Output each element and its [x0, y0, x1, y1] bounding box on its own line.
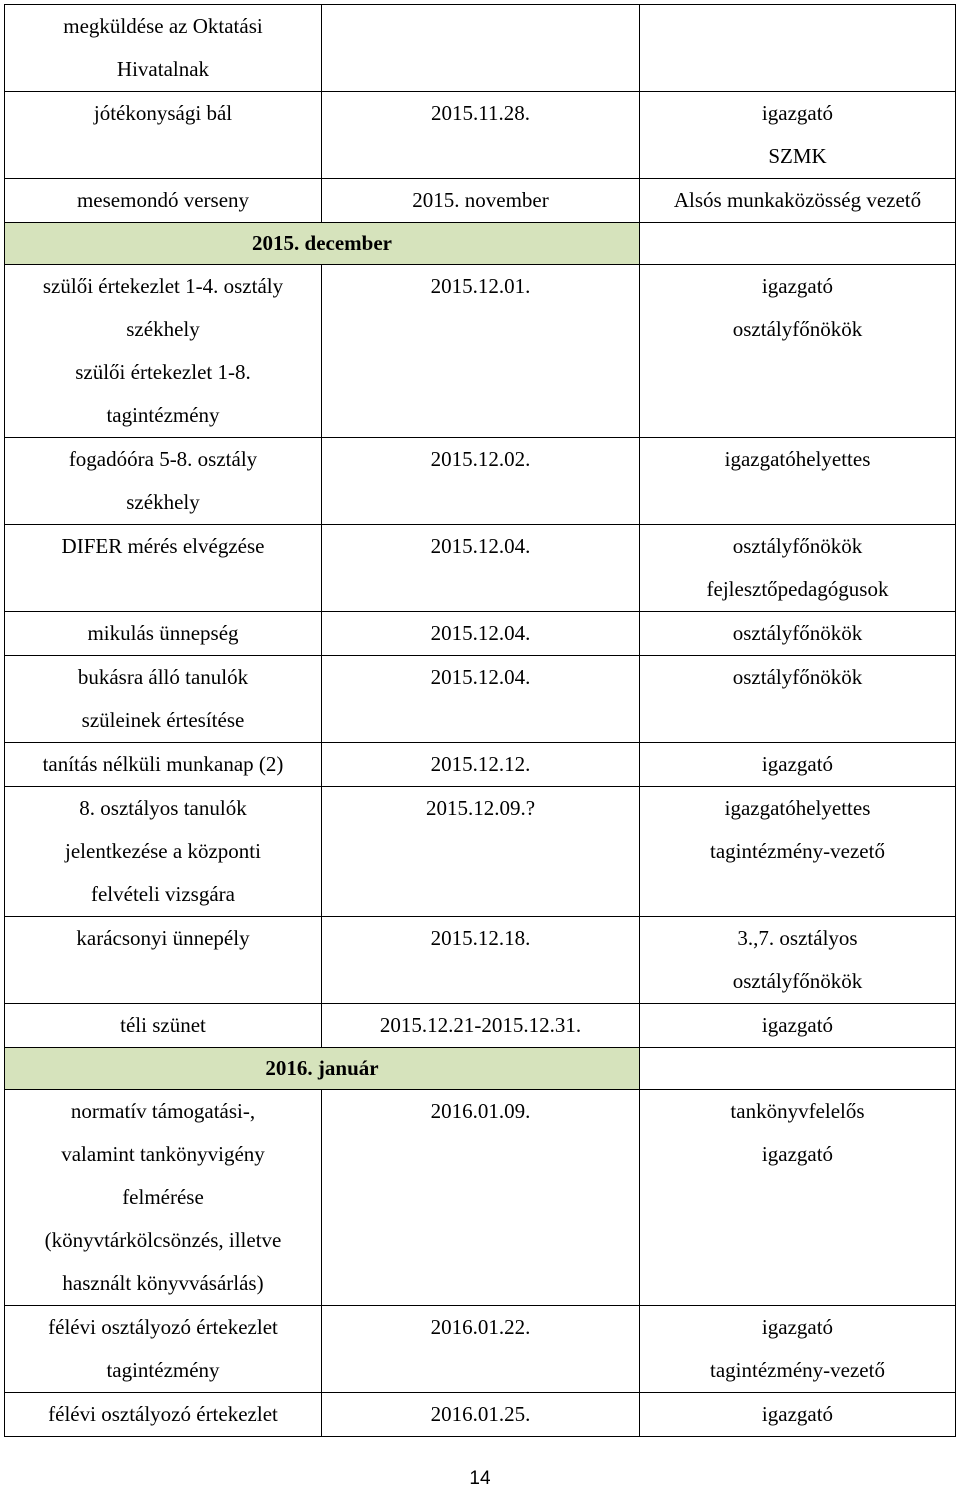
month-heading: 2015. december — [5, 223, 640, 265]
responsible-cell — [640, 438, 956, 525]
event-cell-line: tagintézmény — [106, 1358, 220, 1382]
event-cell-line: tanítás nélküli munkanap (2) — [42, 752, 284, 776]
event-cell-line: tagintézmény — [106, 403, 220, 427]
date-cell-line: 2016.01.22. — [430, 1315, 531, 1339]
event-cell-line: (könyvtárkölcsönzés, illetve — [44, 1228, 282, 1252]
date-cell — [322, 265, 640, 438]
date-cell — [322, 1004, 640, 1048]
date-cell — [322, 917, 640, 1004]
responsible-cell — [640, 743, 956, 787]
responsible-cell-line: osztályfőnökök — [732, 621, 863, 645]
event-cell — [5, 1393, 322, 1437]
event-cell-line: használt könyvvásárlás) — [62, 1271, 264, 1295]
event-cell-line: félévi osztályozó értekezlet — [48, 1402, 278, 1426]
responsible-cell — [640, 656, 956, 743]
event-cell — [5, 1306, 322, 1393]
table-row — [5, 5, 956, 92]
date-cell-line: 2016.01.25. — [430, 1402, 531, 1426]
event-cell — [5, 1004, 322, 1048]
empty-cell — [640, 1048, 956, 1090]
event-cell-line: Hivatalnak — [116, 57, 210, 81]
responsible-cell — [640, 525, 956, 612]
date-cell — [322, 525, 640, 612]
event-cell-line: felmérése — [122, 1185, 204, 1209]
month-section-row — [5, 223, 956, 265]
event-cell-line: szüleinek értesítése — [81, 708, 245, 732]
table-row — [5, 1090, 956, 1306]
event-cell — [5, 265, 322, 438]
date-cell — [322, 743, 640, 787]
responsible-cell-line: osztályfőnökök — [732, 534, 863, 558]
responsible-cell-line: osztályfőnökök — [732, 665, 863, 689]
responsible-cell — [640, 612, 956, 656]
date-cell-line: 2015.12.01. — [430, 274, 531, 298]
responsible-cell-line: igazgató — [761, 1402, 834, 1426]
date-cell-line: 2015.12.04. — [430, 665, 531, 689]
event-cell — [5, 179, 322, 223]
date-cell — [322, 612, 640, 656]
event-cell — [5, 438, 322, 525]
responsible-cell-line: fejlesztőpedagógusok — [706, 577, 889, 601]
event-cell-line: jótékonysági bál — [93, 101, 233, 125]
date-cell-line: 2015.12.04. — [430, 534, 531, 558]
responsible-cell-line: SZMK — [768, 144, 827, 168]
event-cell-line: 8. osztályos tanulók — [79, 796, 247, 820]
date-cell — [322, 438, 640, 525]
event-cell — [5, 787, 322, 917]
responsible-cell-line: Alsós munkaközösség vezető — [673, 188, 922, 212]
date-cell-line: 2015.12.12. — [430, 752, 531, 776]
event-cell — [5, 743, 322, 787]
table-row — [5, 1004, 956, 1048]
event-cell-line: mesemondó verseny — [76, 188, 250, 212]
date-cell — [322, 179, 640, 223]
date-cell — [322, 1393, 640, 1437]
schedule-table-body — [5, 5, 956, 1437]
table-row — [5, 1393, 956, 1437]
date-cell-line: 2015.12.02. — [430, 447, 531, 471]
date-cell — [322, 787, 640, 917]
responsible-cell-line: igazgató — [761, 274, 834, 298]
event-cell-line: megküldése az Oktatási — [63, 14, 263, 38]
event-cell — [5, 1090, 322, 1306]
table-row — [5, 92, 956, 179]
responsible-cell-line: igazgató — [761, 1013, 834, 1037]
date-cell-line: 2016.01.09. — [430, 1099, 531, 1123]
date-cell-line: 2015. november — [412, 188, 549, 212]
date-cell — [322, 1090, 640, 1306]
responsible-cell-line: osztályfőnökök — [732, 317, 863, 341]
event-cell-line: székhely — [126, 490, 200, 514]
date-cell-line: 2015.12.04. — [430, 621, 531, 645]
responsible-cell — [640, 1393, 956, 1437]
responsible-cell-line: igazgató — [761, 1142, 834, 1166]
table-row — [5, 1306, 956, 1393]
month-heading: 2016. január — [5, 1048, 640, 1090]
event-cell-line: szülői értekezlet 1-4. osztály — [42, 274, 284, 298]
responsible-cell — [640, 92, 956, 179]
event-cell — [5, 917, 322, 1004]
responsible-cell — [640, 917, 956, 1004]
date-cell-line: 2015.12.18. — [430, 926, 531, 950]
responsible-cell-line: tagintézmény-vezető — [710, 1358, 885, 1382]
responsible-cell-line: 3.,7. osztályos — [737, 926, 858, 950]
event-cell-line: DIFER mérés elvégzése — [61, 534, 265, 558]
table-row — [5, 787, 956, 917]
event-cell — [5, 5, 322, 92]
table-row — [5, 743, 956, 787]
date-cell — [322, 1306, 640, 1393]
responsible-cell — [640, 179, 956, 223]
event-cell-line: bukásra álló tanulók — [77, 665, 249, 689]
date-cell-line: 2015.11.28. — [431, 101, 530, 125]
event-cell-line: téli szünet — [120, 1013, 206, 1037]
responsible-cell — [640, 1090, 956, 1306]
event-cell-line: felvételi vizsgára — [90, 882, 235, 906]
event-cell-line: normatív támogatási-, — [70, 1099, 256, 1123]
event-cell-line: félévi osztályozó értekezlet — [48, 1315, 278, 1339]
responsible-cell — [640, 5, 956, 92]
event-cell — [5, 656, 322, 743]
empty-cell — [640, 223, 956, 265]
event-cell-line: mikulás ünnepség — [87, 621, 239, 645]
responsible-cell — [640, 265, 956, 438]
responsible-cell-line: tankönyvfelelős — [730, 1099, 865, 1123]
page-number: 14 — [469, 1468, 491, 1489]
responsible-cell-line: osztályfőnökök — [732, 969, 863, 993]
date-cell-line: 2015.12.21-2015.12.31. — [379, 1013, 582, 1037]
event-cell-line: fogadóóra 5-8. osztály — [68, 447, 258, 471]
event-cell-line: jelentkezése a központi — [65, 839, 261, 863]
event-cell-line: szülői értekezlet 1-8. — [75, 360, 251, 384]
responsible-cell-line: igazgató — [761, 101, 834, 125]
month-section-row — [5, 1048, 956, 1090]
table-row — [5, 525, 956, 612]
date-cell — [322, 92, 640, 179]
date-cell-line: 2015.12.09.? — [425, 796, 536, 820]
event-cell-line: karácsonyi ünnepély — [76, 926, 250, 950]
responsible-cell — [640, 1306, 956, 1393]
schedule-table — [4, 4, 956, 1437]
event-cell — [5, 92, 322, 179]
responsible-cell-line: igazgatóhelyettes — [724, 796, 871, 820]
table-row — [5, 179, 956, 223]
event-cell — [5, 612, 322, 656]
responsible-cell — [640, 787, 956, 917]
event-cell-line: valamint tankönyvigény — [61, 1142, 265, 1166]
date-cell — [322, 656, 640, 743]
responsible-cell — [640, 1004, 956, 1048]
date-cell — [322, 5, 640, 92]
table-row — [5, 438, 956, 525]
responsible-cell-line: tagintézmény-vezető — [710, 839, 885, 863]
table-row — [5, 656, 956, 743]
event-cell-line: székhely — [126, 317, 200, 341]
table-row — [5, 265, 956, 438]
event-cell — [5, 525, 322, 612]
responsible-cell-line: igazgatóhelyettes — [724, 447, 871, 471]
responsible-cell-line: igazgató — [761, 1315, 834, 1339]
table-row — [5, 917, 956, 1004]
table-row — [5, 612, 956, 656]
responsible-cell-line: igazgató — [761, 752, 834, 776]
